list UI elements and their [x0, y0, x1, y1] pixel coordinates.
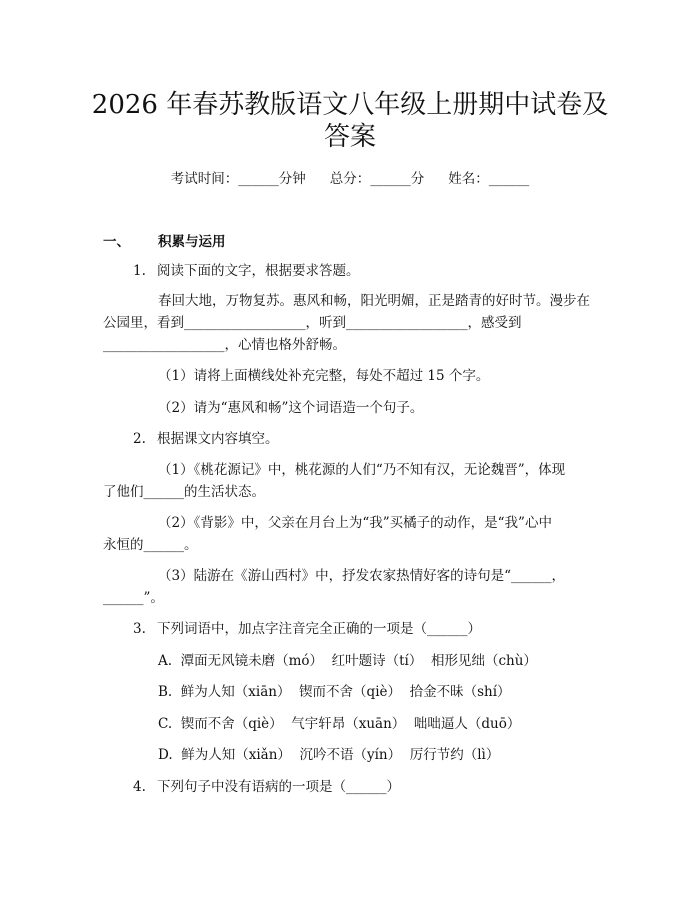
- question-number: 4.: [133, 779, 146, 795]
- question-text: 根据课文内容填空。: [157, 431, 279, 447]
- question-4-stem: [133, 777, 400, 797]
- passage-line: __________________，心情也格外舒畅。: [103, 337, 346, 353]
- exam-title-line2: 答案: [323, 122, 376, 152]
- option-d: D. 鲜为人知（xiǎn） 沉吟不语（yín） 厉行节约（lì）: [158, 747, 500, 763]
- subquestion-continuation: ______”。: [103, 590, 164, 606]
- question-number: 2.: [133, 431, 146, 447]
- subquestion: （3）陆游在《游山西村》中，抒发农家热情好客的诗句是“______，: [158, 568, 565, 584]
- question-text: 阅读下面的文字，根据要求答题。: [157, 263, 360, 279]
- section-heading: [103, 230, 226, 250]
- question-number: 3.: [133, 621, 146, 637]
- question-1-stem: [133, 261, 360, 281]
- subquestion-continuation: 了他们______的生活状态。: [103, 484, 265, 500]
- subquestion: （1）请将上面横线处补充完整，每处不超过 15 个字。: [158, 368, 490, 384]
- exam-time: 考试时间：______分钟: [170, 171, 306, 187]
- subquestion-continuation: 永恒的______。: [103, 537, 198, 553]
- exam-meta: [0, 167, 700, 187]
- passage-line: 公园里，看到__________________，听到__________________，感受到: [103, 315, 522, 331]
- exam-score: 总分：______分: [329, 171, 425, 187]
- option-b: B. 鲜为人知（xiān） 锲而不舍（qiè） 拾金不昧（shí）: [158, 684, 511, 700]
- question-2-stem: [133, 429, 279, 449]
- question-text: 下列句子中没有语病的一项是（______）: [157, 779, 400, 795]
- subquestion: （2）请为“惠风和畅”这个词语造一个句子。: [158, 400, 424, 416]
- exam-name: 姓名：______: [448, 171, 530, 187]
- subquestion: （2）《背影》中，父亲在月台上为“我”买橘子的动作，是“我”心中: [158, 515, 552, 531]
- option-c: C. 锲而不舍（qiè） 气宇轩昂（xuān） 咄咄逼人（duō）: [158, 716, 521, 732]
- passage-line: 春回大地，万物复苏。惠风和畅，阳光明媚，正是踏青的好时节。漫步在: [158, 293, 590, 309]
- section-title: 积累与运用: [158, 234, 226, 250]
- subquestion: （1）《桃花源记》中，桃花源的人们“乃不知有汉，无论魏晋”，体现: [158, 462, 566, 478]
- exam-title-line1: 2026 年春苏教版语文八年级上册期中试卷及: [91, 90, 609, 120]
- question-number: 1.: [133, 263, 146, 279]
- question-3-stem: [133, 619, 481, 639]
- section-number: 一、: [103, 234, 130, 250]
- option-a: A. 潭面无风镜未磨（mó） 红叶题诗（tí） 相形见绌（chù）: [158, 653, 537, 669]
- question-text: 下列词语中，加点字注音完全正确的一项是（______）: [157, 621, 481, 637]
